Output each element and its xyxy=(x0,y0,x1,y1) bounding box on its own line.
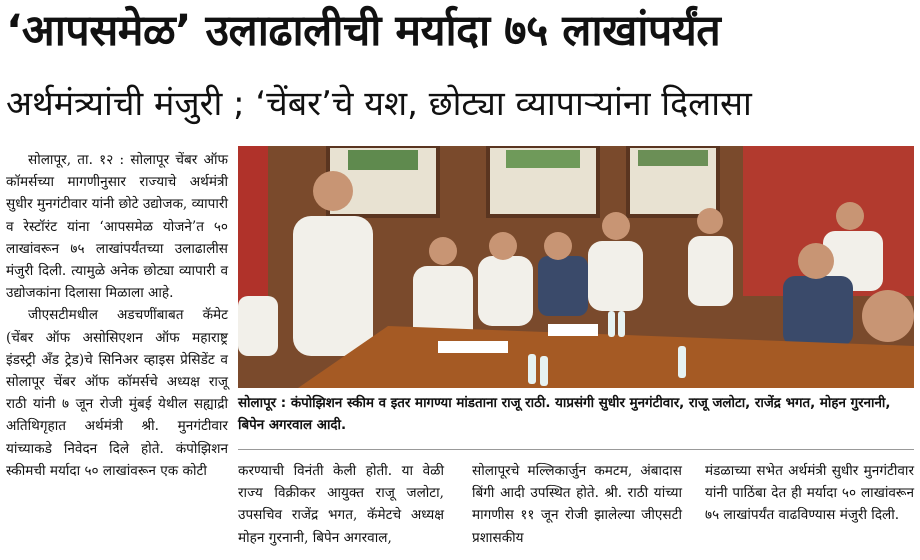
article-column-3 xyxy=(472,460,682,549)
article-column-1 xyxy=(6,149,228,482)
subheadline: अर्थमंत्र्यांची मंजुरी ; ‘चेंबर’चे यश, छोट्या व्यापाऱ्यांना दिलासा xyxy=(6,84,752,124)
caption-divider xyxy=(238,449,914,450)
photo-caption: सोलापूर : कंपोझिशन स्कीम व इतर मागण्या मांडताना राजू राठी. याप्रसंगी सुधीर मुनगंटीवार, राजू जलोटा, राजेंद्र भगत, मोहन गुरनानी, बिपेन अगरवाल आदी. xyxy=(238,396,891,433)
column-2-text: करण्याची विनंती केली होती. या वेळी राज्य विक्रीकर आयुक्त राजू जलोटा, उपसचिव राजेंद्र भगत, कॅमेटचे अध्यक्ष मोहन गुरनानी, बिपेन अगरवाल, xyxy=(238,463,444,546)
article-column-2 xyxy=(238,460,444,549)
column-4-text: मंडळाच्या सभेत अर्थमंत्री सुधीर मुनगंटीवार यांनी पाठिंबा देत ही मर्यादा ५० लाखांवरून ७५ लाखांपर्यंत वाढविण्यास मंजुरी दिली. xyxy=(705,463,914,524)
paragraph-2: जीएसटीमधील अडचणींबाबत कॅमेट (चेंबर ऑफ असोसिएशन ऑफ महाराष्ट्र इंडस्ट्री अँड ट्रेड)चे सिनिअर व्हाइस प्रेसिडेंट व सोलापूर चेंबर ऑफ कॉमर्सचे अध्यक्ष राजू राठी यांनी ७ जून रोजी मुंबई येथील सह्याद्री अतिथिगृहात अर्थमंत्री श्री. मुनगंटीवार यांच्याकडे निवेदन दिले होते. कंपोझिशन स्कीमची मर्यादा ५० लाखांवरून एक कोटी xyxy=(6,307,228,479)
column-3-text: सोलापूरचे मल्लिकार्जुन कमटम, अंबादास बिंगी आदी उपस्थित होते. श्री. राठी यांच्या मागणीस ११ जून रोजी झालेल्या जीएसटी प्रशासकीय xyxy=(472,463,682,546)
paragraph-1: सोलापूर, ता. १२ : सोलापूर चेंबर ऑफ कॉमर्सच्या मागणीनुसार राज्याचे अर्थमंत्री सुधीर मुनगंटीवार यांनी छोटे उद्योजक, व्यापारी व रेस्टॉरंट यांना ‘आपसमेळ योजने’त ५० लाखांवरून ७५ लाखांपर्यंतच्या उलाढालीस मंजुरी दिली. त्यामुळे अनेक छोट्या व्यापारी व उद्योजकांना दिलासा मिळाला आहे. xyxy=(6,152,228,302)
article-column-4 xyxy=(705,460,914,527)
headline: ‘आपसमेळ’ उलाढालीची मर्यादा ७५ लाखांपर्यंत xyxy=(6,6,721,56)
meeting-photo xyxy=(238,146,914,388)
